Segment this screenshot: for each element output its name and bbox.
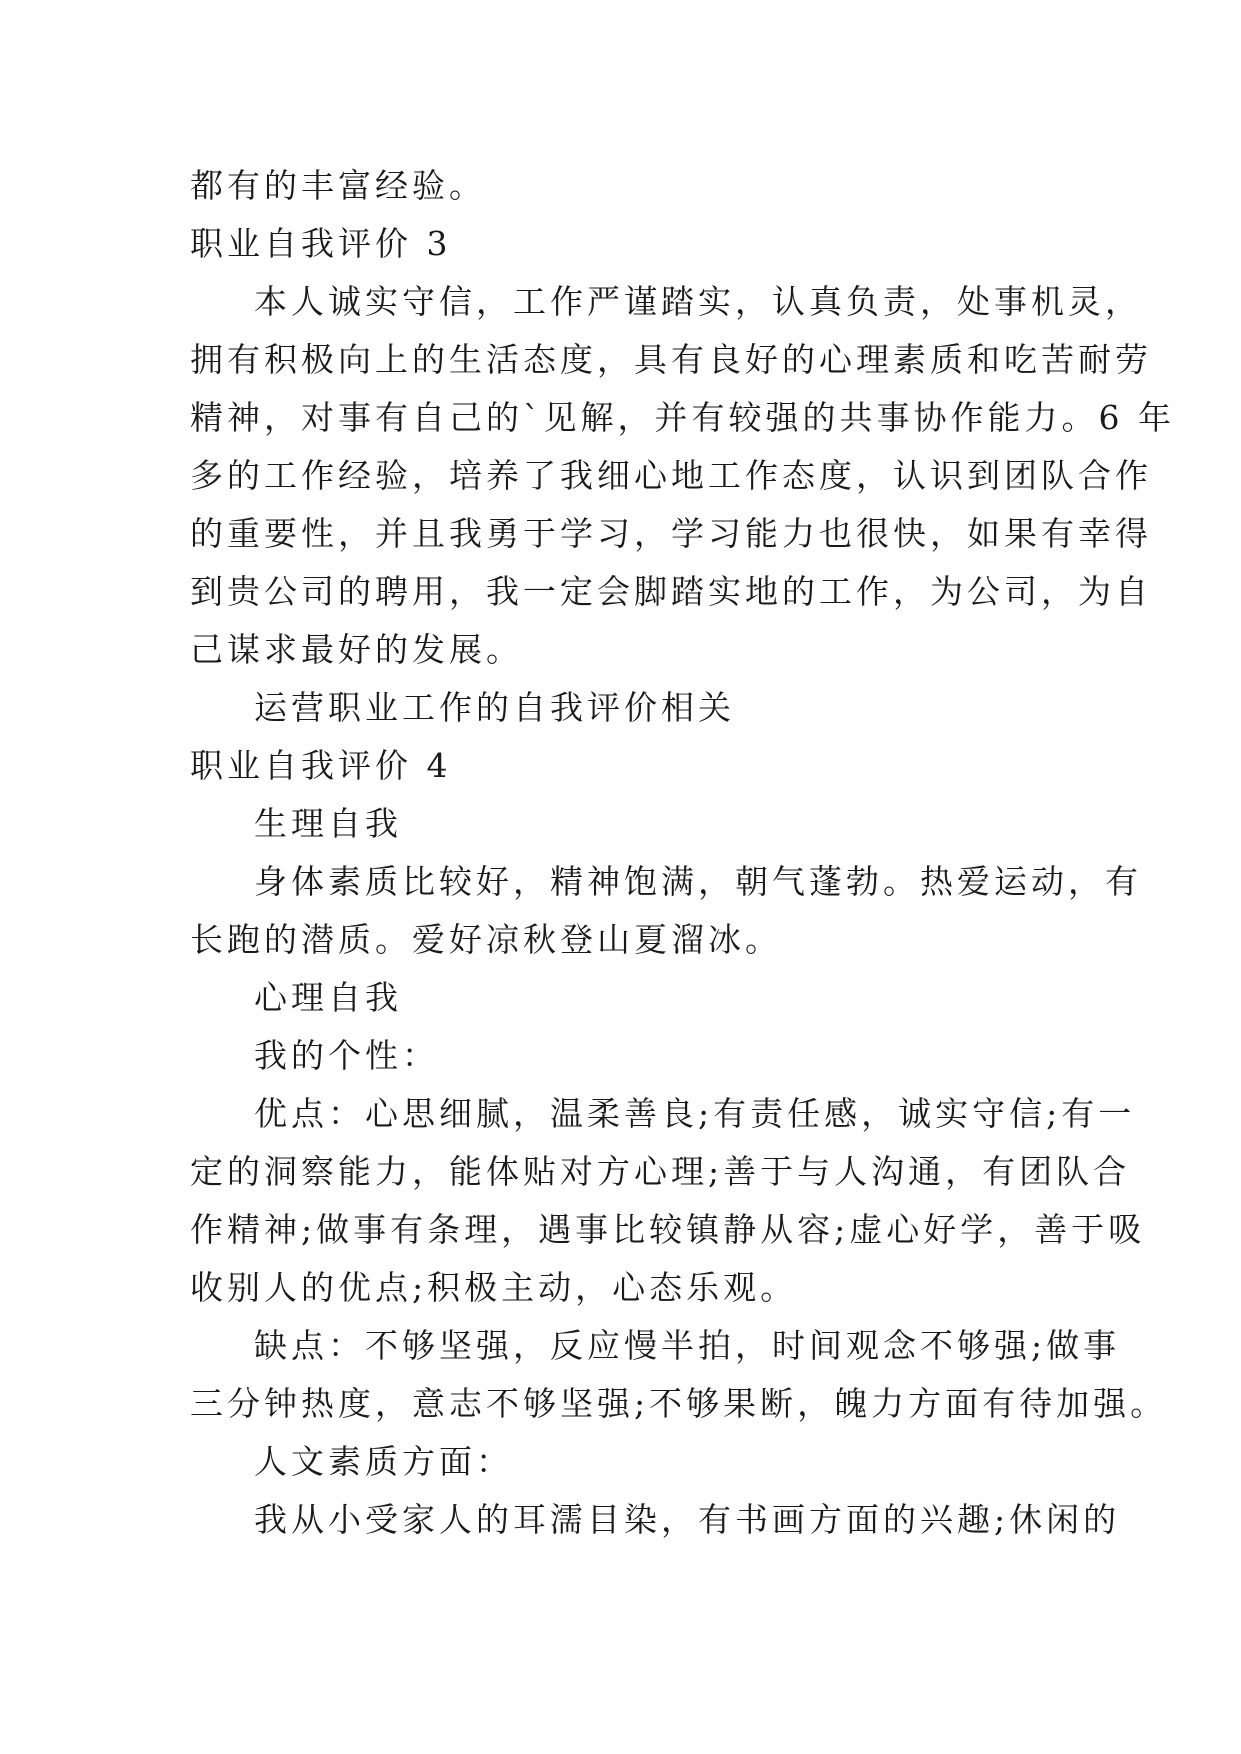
text-line: 精神，对事有自己的`见解，并有较强的共事协作能力。6 年 (190, 398, 1175, 437)
section-heading: 职业自我评价 3 (190, 224, 452, 263)
text-line: 三分钟热度，意志不够坚强;不够果断，魄力方面有待加强。 (190, 1384, 1168, 1423)
subheading: 心理自我 (254, 978, 402, 1017)
text-line: 的重要性，并且我勇于学习，学习能力也很快，如果有幸得 (190, 514, 1152, 553)
text-line: 长跑的潜质。爱好凉秋登山夏溜冰。 (190, 920, 782, 959)
text-line: 我的个性： (254, 1036, 439, 1075)
text-line: 收别人的优点;积极主动，心态乐观。 (190, 1268, 798, 1307)
text-line: 本人诚实守信，工作严谨踏实，认真负责，处事机灵， (254, 282, 1142, 321)
text-line: 我从小受家人的耳濡目染，有书画方面的兴趣;休闲的 (254, 1500, 1121, 1539)
text-line: 缺点：不够坚强，反应慢半拍，时间观念不够强;做事 (254, 1326, 1121, 1365)
text-line: 优点：心思细腻，温柔善良;有责任感，诚实守信;有一 (254, 1094, 1136, 1133)
subheading: 人文素质方面： (254, 1442, 513, 1481)
text-line: 定的洞察能力，能体贴对方心理;善于与人沟通，有团队合 (190, 1152, 1131, 1191)
text-line: 己谋求最好的发展。 (190, 630, 523, 669)
text-line: 拥有积极向上的生活态度，具有良好的心理素质和吃苦耐劳 (190, 340, 1152, 379)
text-line: 多的工作经验，培养了我细心地工作态度，认识到团队合作 (190, 456, 1152, 495)
text-line: 身体素质比较好，精神饱满，朝气蓬勃。热爱运动，有 (254, 862, 1142, 901)
text-line: 作精神;做事有条理，遇事比较镇静从容;虚心好学，善于吸 (190, 1210, 1146, 1249)
section-heading: 职业自我评价 4 (190, 746, 452, 785)
text-line: 都有的丰富经验。 (190, 166, 486, 205)
subheading: 生理自我 (254, 804, 402, 843)
text-line: 到贵公司的聘用，我一定会脚踏实地的工作，为公司，为自 (190, 572, 1152, 611)
text-line: 运营职业工作的自我评价相关 (254, 688, 735, 727)
